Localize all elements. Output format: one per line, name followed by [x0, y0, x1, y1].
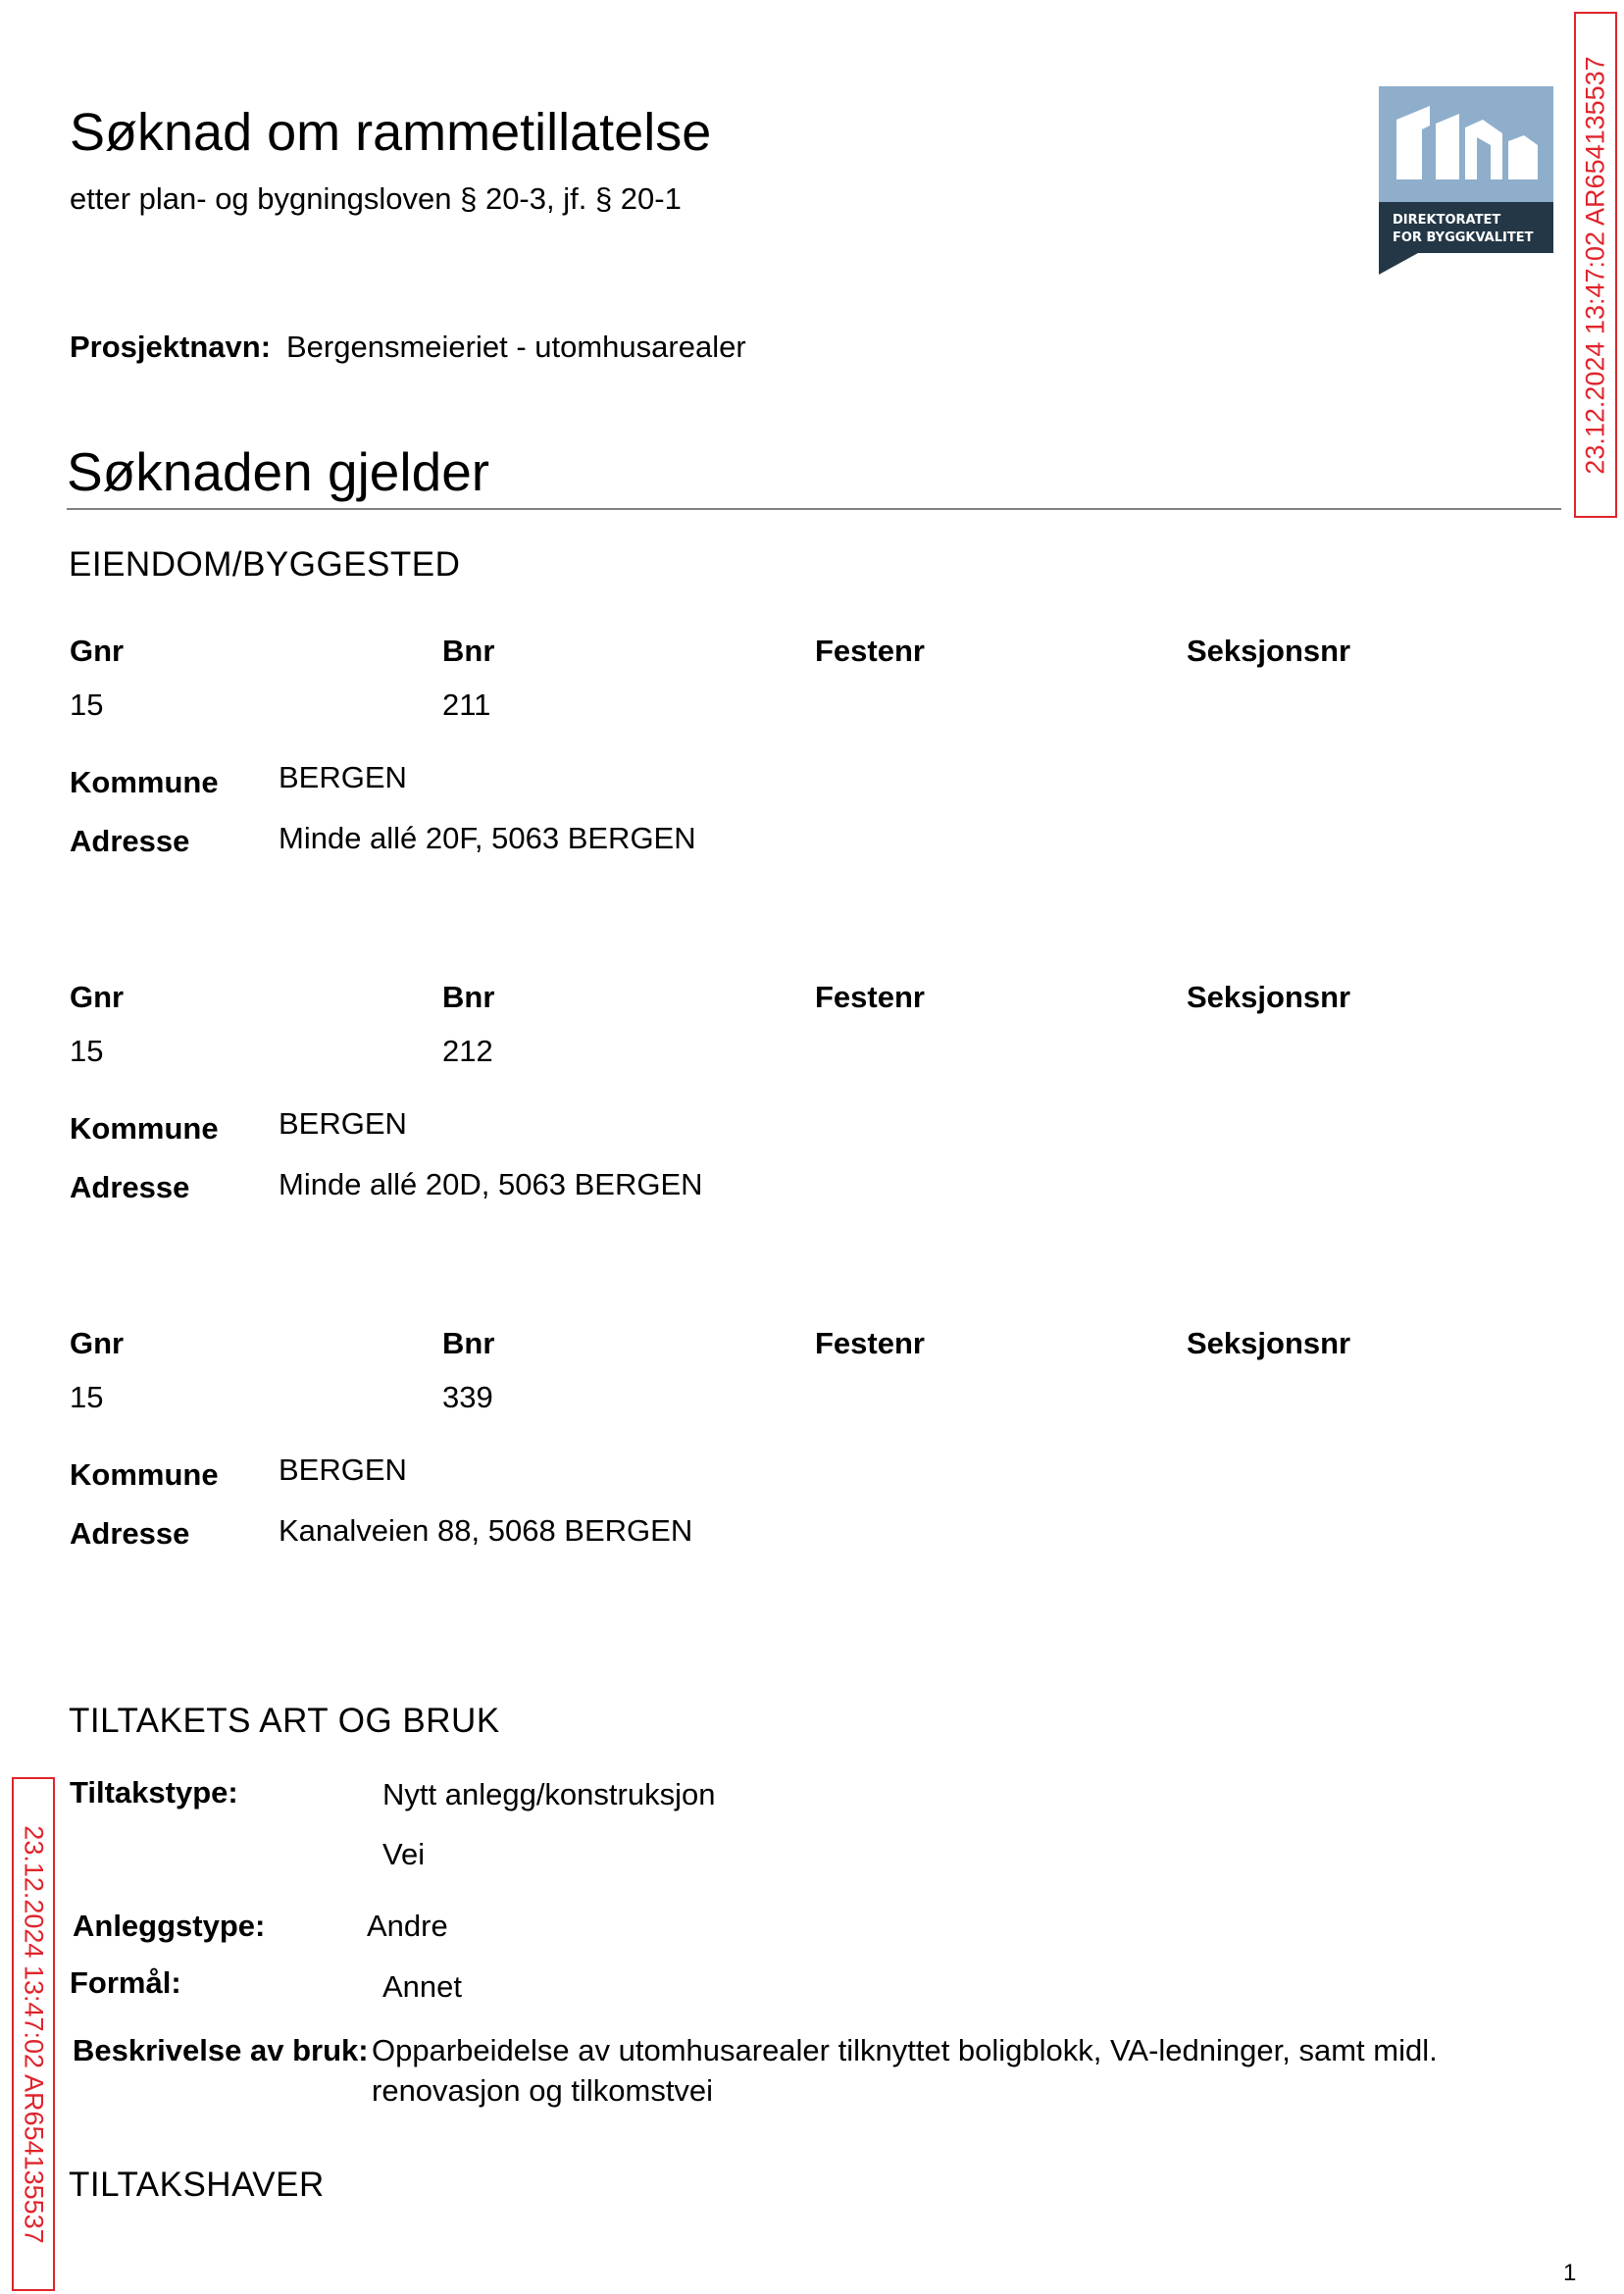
bnr-header: Bnr [442, 980, 495, 1014]
gnr-value: 15 [70, 1380, 104, 1414]
gnr-header: Gnr [70, 1326, 125, 1360]
project-name-value: Bergensmeieriet - utomhusarealer [286, 330, 746, 364]
adresse-value: Minde allé 20F, 5063 BERGEN [279, 821, 696, 855]
bnr-value: 339 [442, 1380, 493, 1414]
adresse-value: Kanalveien 88, 5068 BERGEN [279, 1513, 693, 1548]
tiltakstype-label: Tiltakstype: [70, 1775, 238, 1810]
beskrivelse-line-1: Opparbeidelse av utomhusarealer tilknyttet boligblokk, VA-ledninger, samt midl. [372, 2033, 1438, 2067]
gnr-header: Gnr [70, 980, 125, 1014]
svg-text:FOR BYGGKVALITET: FOR BYGGKVALITET [1393, 230, 1534, 245]
section-divider [67, 508, 1561, 510]
kommune-value: BERGEN [279, 1106, 407, 1141]
festenr-header: Festenr [815, 1326, 925, 1360]
kommune-label: Kommune [70, 1457, 219, 1492]
seksjonsnr-header: Seksjonsnr [1187, 1326, 1351, 1360]
registration-stamp-top [1574, 12, 1617, 518]
tiltakstype-value-1: Nytt anlegg/konstruksjon [382, 1777, 716, 1811]
kommune-label: Kommune [70, 1111, 219, 1146]
bnr-value: 211 [442, 688, 491, 722]
bnr-header: Bnr [442, 634, 495, 668]
bnr-header: Bnr [442, 1326, 495, 1360]
festenr-header: Festenr [815, 980, 925, 1014]
document-title: Søknad om rammetillatelse [70, 103, 712, 162]
dibk-logo [1379, 86, 1553, 275]
document-subtitle: etter plan- og bygningsloven § 20-3, jf. § 20-1 [70, 181, 682, 216]
seksjonsnr-header: Seksjonsnr [1187, 634, 1351, 668]
seksjonsnr-header: Seksjonsnr [1187, 980, 1351, 1014]
beskrivelse-label: Beskrivelse av bruk: [73, 2033, 369, 2067]
adresse-value: Minde allé 20D, 5063 BERGEN [279, 1167, 703, 1201]
kommune-label: Kommune [70, 765, 219, 799]
svg-text:DIREKTORATET: DIREKTORATET [1393, 213, 1501, 228]
kommune-value: BERGEN [279, 1453, 407, 1487]
stamp-text: 23.12.2024 13:47:02 AR654135537 [1580, 55, 1610, 475]
formal-value: Annet [382, 1969, 463, 2004]
tiltak-heading: TILTAKETS ART OG BRUK [69, 1702, 500, 1740]
kommune-value: BERGEN [279, 760, 407, 794]
stamp-text: 23.12.2024 13:47:02 AR654135537 [19, 1824, 49, 2244]
gnr-header: Gnr [70, 634, 125, 668]
section-title: Søknaden gjelder [67, 441, 490, 502]
page-number: 1 [1563, 2260, 1577, 2286]
property-heading: EIENDOM/BYGGESTED [69, 545, 461, 584]
tiltakstype-value-2: Vei [382, 1837, 426, 1871]
anleggstype-label: Anleggstype: [73, 1909, 266, 1943]
adresse-label: Adresse [70, 1516, 190, 1551]
gnr-value: 15 [70, 688, 104, 722]
bnr-value: 212 [442, 1034, 493, 1068]
anleggstype-value: Andre [367, 1909, 448, 1943]
adresse-label: Adresse [70, 1170, 190, 1204]
formal-label: Formål: [70, 1965, 181, 2000]
beskrivelse-line-2: renovasjon og tilkomstvei [372, 2073, 714, 2108]
dibk-logo-graphic [1379, 86, 1553, 275]
registration-stamp-bottom [12, 1777, 55, 2291]
adresse-label: Adresse [70, 824, 190, 858]
project-name-label: Prosjektnavn: [70, 330, 272, 364]
festenr-header: Festenr [815, 634, 925, 668]
tiltakshaver-heading: TILTAKSHAVER [69, 2166, 325, 2204]
gnr-value: 15 [70, 1034, 104, 1068]
